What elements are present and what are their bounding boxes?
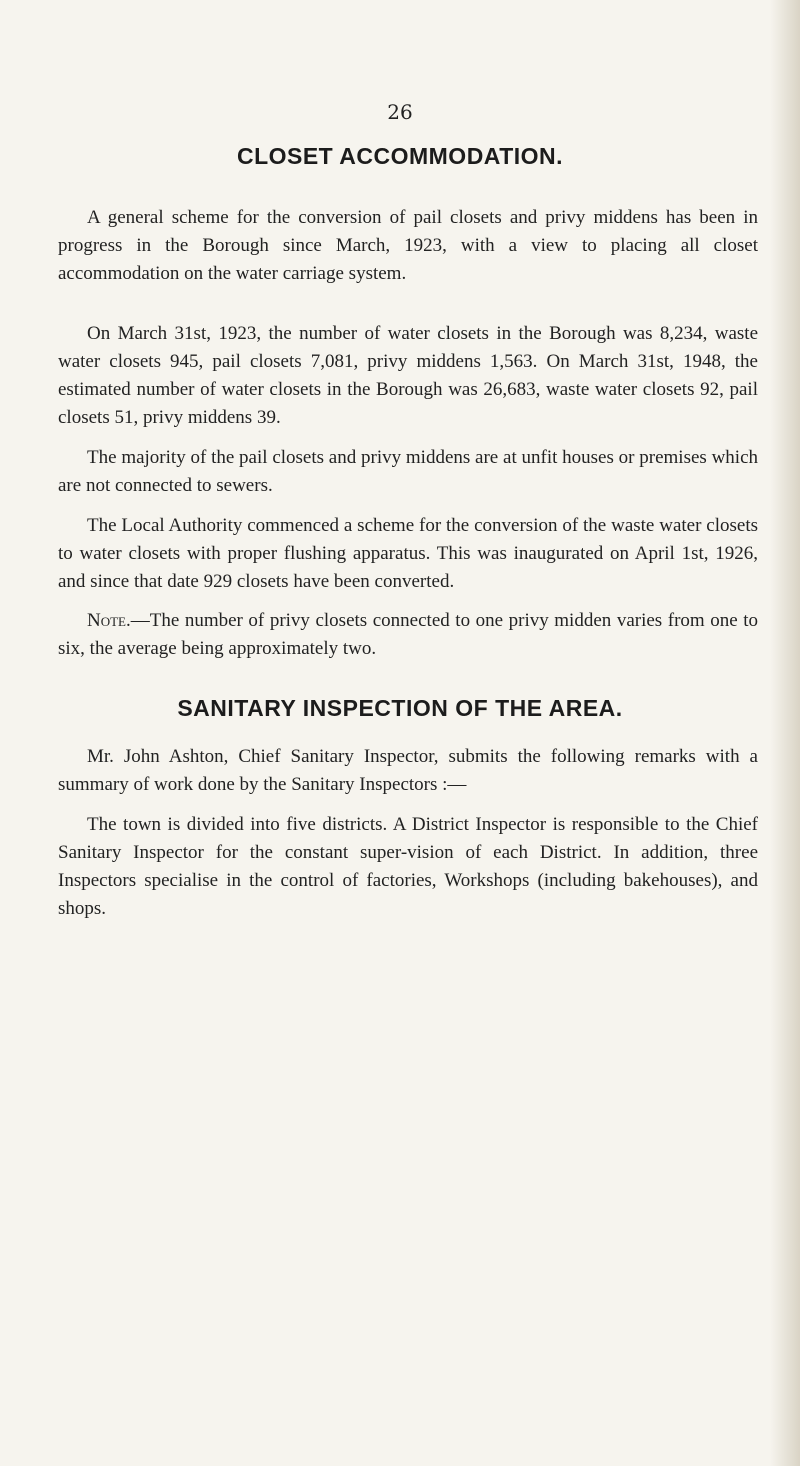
note-label: Note.: [87, 610, 131, 631]
section-heading-closet-accommodation: CLOSET ACCOMMODATION.: [236, 143, 564, 169]
paragraph-unfit-houses: [58, 444, 758, 500]
paragraph-local-authority-scheme: [58, 512, 758, 596]
paragraph-text: The majority of the pail closets and privy middens are at unfit houses or premises which are not connected to sewers.: [58, 447, 758, 496]
paragraph-districts: [58, 811, 758, 923]
paragraph-closet-counts: [58, 320, 758, 432]
paragraph-text: Mr. John Ashton, Chief Sanitary Inspector, submits the following remarks with a summary of work done by the Sanitary Inspectors :—: [58, 746, 758, 795]
paragraph-conversion-scheme: [58, 204, 758, 288]
paragraph-note: [58, 607, 758, 663]
page-edge-shadow: [770, 0, 800, 1466]
paragraph-text: The Local Authority commenced a scheme for the conversion of the waste water closets to water closets with proper flushing apparatus. This was inaugurated on April 1st, 1926, and since that date 929 closets have been converted.: [58, 515, 758, 592]
page-number: 26: [387, 100, 413, 124]
paragraph-text: A general scheme for the conversion of pail closets and privy middens has been in progress in the Borough since March, 1923, with a view to placing all closet accommodation on the water carriage system.: [58, 207, 758, 284]
paragraph-text: —The number of privy closets connected to one privy midden varies from one to six, the average being approximately two.: [58, 610, 758, 659]
paragraph-chief-inspector: [58, 743, 758, 799]
section-heading-sanitary-inspection: SANITARY INSPECTION OF THE AREA.: [177, 695, 623, 721]
paragraph-text: The town is divided into five districts. A District Inspector is responsible to the Chief Sanitary Inspector for the constant super-vision of each District. In addition, three Inspectors specialise in the control of factories, Workshops (including bakehouses), and shops.: [58, 814, 758, 919]
paragraph-text: On March 31st, 1923, the number of water closets in the Borough was 8,234, waste water closets 945, pail closets 7,081, privy middens 1,563. On March 31st, 1948, the estimated number of water closets in the Borough was 26,683, waste water closets 92, pail closets 51, privy middens 39.: [58, 323, 758, 428]
